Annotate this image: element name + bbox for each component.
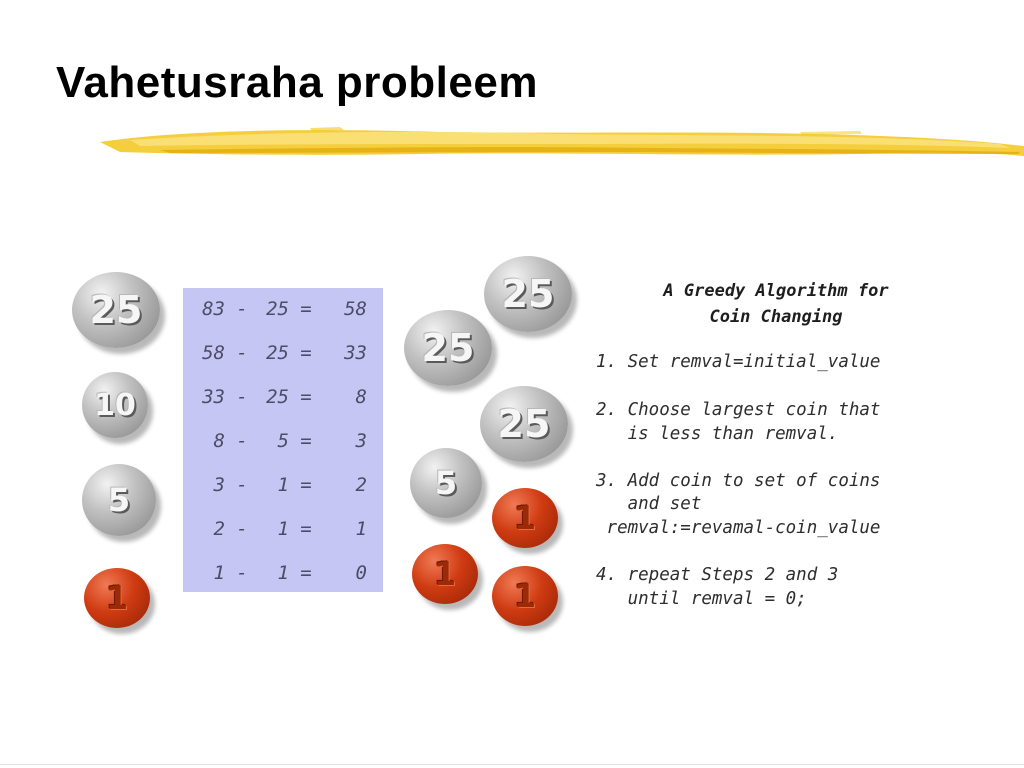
calc-equals: = [300,430,312,452]
calc-minuend: 1 [213,562,225,584]
calc-subtrahend: 5 [277,430,289,452]
calc-equals: = [300,518,312,540]
calc-subtrahend: 25 [266,342,289,364]
subtraction-steps-panel [183,288,383,592]
calc-result: 58 [344,298,367,320]
calc-result: 0 [355,562,367,584]
calc-minus: - [236,386,248,408]
calc-minuend: 83 [202,298,225,320]
title-underline-brush-stroke [100,122,1024,168]
calc-row [183,386,383,416]
coin-value: 25 [421,326,475,370]
algorithm-step-1: 1. Set remval=initial_value [596,352,881,372]
pile-coin-1 [492,488,558,548]
coin-value: 1 [513,499,537,537]
calc-minus: - [236,518,248,540]
algorithm-title-line1: A Greedy Algorithm for [663,281,889,301]
algorithm-step-3-line3: remval:=revamal-coin_value [596,518,881,538]
algorithm-step-3-line1: 3. Add coin to set of coins [596,471,881,491]
calc-minus: - [236,562,248,584]
slide-title: Vahetusraha probleem [56,58,538,107]
calc-row [183,430,383,460]
coin-value: 5 [434,464,458,502]
calc-minuend: 3 [213,474,225,496]
coin-value: 10 [94,387,136,423]
calc-equals: = [300,298,312,320]
calc-minuend: 2 [213,518,225,540]
coin-1 [84,568,150,628]
coin-value: 1 [513,577,537,615]
calc-minus: - [236,342,248,364]
calc-row [183,562,383,592]
pile-coin-5 [410,448,482,518]
calc-result: 3 [355,430,367,452]
calc-equals: = [300,474,312,496]
calc-result: 8 [355,386,367,408]
coin-value: 1 [433,555,457,593]
coin-value: 1 [105,579,129,617]
algorithm-title-line2: Coin Changing [709,307,843,327]
coin-value: 25 [501,272,555,316]
calc-subtrahend: 1 [277,518,289,540]
bottom-divider [0,764,1024,765]
calc-row [183,474,383,504]
calc-row [183,342,383,372]
algorithm-step-2-line1: 2. Choose largest coin that [596,400,881,420]
calc-result: 2 [355,474,367,496]
calc-subtrahend: 1 [277,474,289,496]
calc-row [183,298,383,328]
algorithm-step-2-line2: is less than remval. [596,424,839,444]
calc-minus: - [236,298,248,320]
pile-coin-1 [492,566,558,626]
calc-subtrahend: 1 [277,562,289,584]
calc-minus: - [236,430,248,452]
calc-equals: = [300,342,312,364]
coin-25 [72,272,160,348]
pile-coin-25 [484,256,572,332]
coin-5 [82,464,156,536]
pile-coin-1 [412,544,478,604]
pile-coin-25 [480,386,568,462]
calc-minuend: 8 [213,430,225,452]
calc-result: 33 [344,342,367,364]
coin-10 [82,372,148,438]
algorithm-step-4-line2: until remval = 0; [596,589,807,609]
coin-value: 5 [107,481,131,519]
pile-coin-25 [404,310,492,386]
calc-equals: = [300,562,312,584]
calc-result: 1 [355,518,367,540]
algorithm-step-4-line1: 4. repeat Steps 2 and 3 [596,565,839,585]
calc-minuend: 33 [202,386,225,408]
calc-row [183,518,383,548]
coin-value: 25 [89,288,143,332]
calc-minuend: 58 [202,342,225,364]
coin-value: 25 [497,402,551,446]
calc-equals: = [300,386,312,408]
calc-subtrahend: 25 [266,298,289,320]
calc-subtrahend: 25 [266,386,289,408]
algorithm-step-3-line2: and set [596,494,702,514]
calc-minus: - [236,474,248,496]
